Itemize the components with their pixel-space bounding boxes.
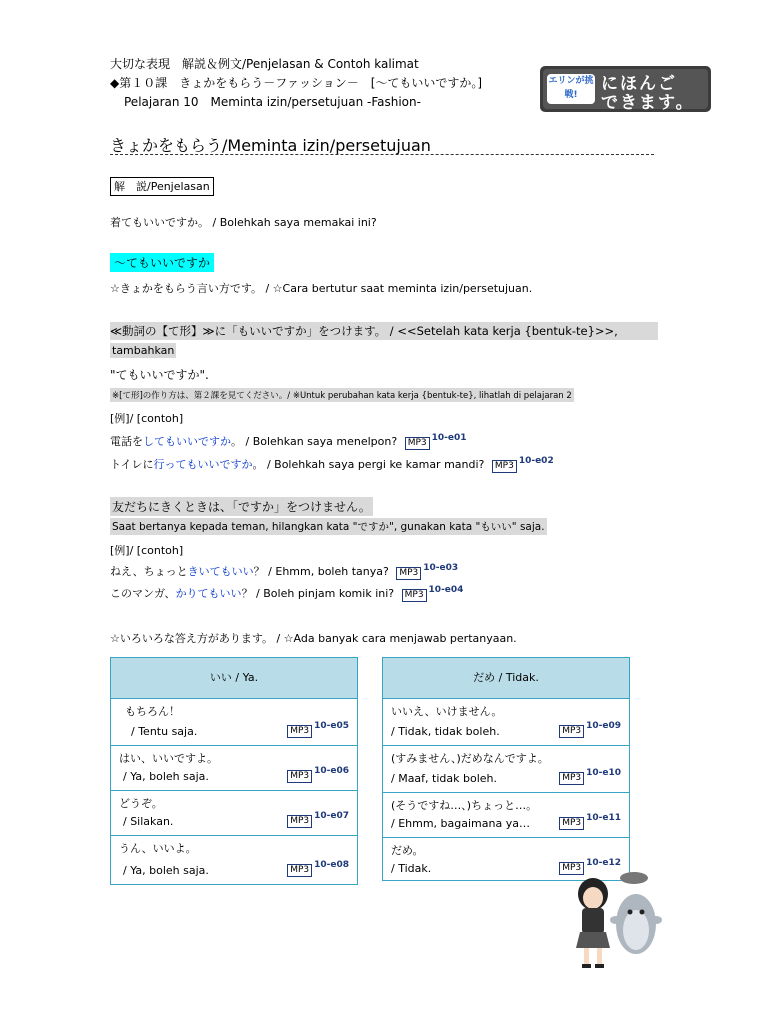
example-pre: このマンガ、 bbox=[110, 587, 176, 600]
audio-code: 10-e12 bbox=[586, 858, 621, 868]
row-japanese: (すみません、)だめなんですよ。 bbox=[391, 752, 549, 765]
section-label: 解 説/Penjelasan bbox=[110, 177, 214, 196]
mp3-audio-icon[interactable]: MP3 bbox=[559, 772, 584, 785]
rule-line-1: ≪動詞の【て形】≫に「もいいですか」をつけます。 / <<Setelah kata kerja {bentuk-te}>>, bbox=[110, 322, 658, 340]
example-post: ？ / Boleh pinjam komik ini? bbox=[241, 587, 395, 600]
audio-code: 10-e03 bbox=[423, 563, 459, 574]
title-divider bbox=[110, 154, 654, 155]
row-indonesian: / Silakan. bbox=[123, 815, 174, 828]
example-pre: トイレに bbox=[110, 458, 154, 471]
audio-code: 10-e01 bbox=[431, 433, 467, 444]
logo-text-2: できます。 bbox=[601, 93, 695, 113]
mp3-audio-icon[interactable]: MP3 bbox=[559, 817, 584, 830]
example-pre: ねえ、ちょっと bbox=[110, 565, 188, 578]
example-row bbox=[110, 456, 554, 473]
table-row bbox=[111, 699, 357, 746]
rule-line-2: tambahkan bbox=[112, 344, 175, 357]
row-japanese: いいえ、いけません。 bbox=[391, 705, 503, 718]
example-row bbox=[110, 433, 467, 450]
table-row bbox=[383, 746, 629, 793]
mp3-audio-icon[interactable]: MP3 bbox=[405, 437, 430, 450]
example-pre: 電話を bbox=[110, 435, 143, 448]
row-indonesian: / Ya, boleh saja. bbox=[123, 770, 209, 783]
example-row bbox=[110, 585, 463, 602]
logo-text-1: にほんご bbox=[601, 74, 677, 94]
example-post: 。 / Bolehkah saya pergi ke kamar mandi? bbox=[252, 458, 485, 471]
header-line-2: ◆第１０課 きょかをもらう－ファッション－ [～てもいいですか。] bbox=[110, 76, 483, 90]
audio-code: 10-e06 bbox=[314, 766, 349, 776]
mp3-audio-icon[interactable]: MP3 bbox=[402, 589, 427, 602]
page-title: きょかをもらう/Meminta izin/persetujuan bbox=[110, 136, 431, 155]
row-indonesian: / Tidak. bbox=[391, 862, 432, 875]
example-row bbox=[110, 563, 458, 580]
table-row bbox=[383, 699, 629, 746]
audio-code: 10-e04 bbox=[428, 585, 464, 596]
example-highlight: 行ってもいいですか bbox=[153, 458, 253, 471]
mp3-audio-icon[interactable]: MP3 bbox=[287, 864, 312, 877]
table-row bbox=[111, 791, 357, 836]
audio-code: 10-e05 bbox=[314, 721, 349, 731]
pattern-heading: ～てもいいですか bbox=[110, 253, 214, 272]
mp3-audio-icon[interactable]: MP3 bbox=[287, 770, 312, 783]
row-indonesian: / Ehmm, bagaimana ya… bbox=[391, 817, 530, 830]
answers-intro: ☆いろいろな答え方があります。 / ☆Ada banyak cara menjawab pertanyaan. bbox=[110, 632, 517, 645]
audio-code: 10-e11 bbox=[586, 813, 621, 823]
table-row bbox=[111, 746, 357, 791]
answers-no-table bbox=[382, 657, 630, 881]
character-illustration bbox=[568, 868, 668, 972]
pattern-description: ☆きょかをもらう言い方です。 / ☆Cara bertutur saat meminta izin/persetujuan. bbox=[110, 282, 533, 295]
logo-badge: エリンが挑戦! bbox=[547, 74, 595, 104]
table-header: だめ / Tidak. bbox=[383, 658, 629, 699]
mp3-audio-icon[interactable]: MP3 bbox=[396, 567, 421, 580]
row-japanese: (そうですね…、)ちょっと…。 bbox=[391, 799, 538, 812]
mp3-audio-icon[interactable]: MP3 bbox=[287, 725, 312, 738]
example-post: ？ / Ehmm, boleh tanya? bbox=[253, 565, 389, 578]
header-line-1: 大切な表現 解説＆例文/Penjelasan & Contoh kalimat bbox=[110, 57, 419, 71]
friends-heading: 友だちにきくときは、「ですか」をつけません。 bbox=[110, 497, 373, 516]
row-indonesian: / Ya, boleh saja. bbox=[123, 864, 209, 877]
mp3-audio-icon[interactable]: MP3 bbox=[287, 815, 312, 828]
nihongo-dekimasu-logo bbox=[540, 66, 711, 112]
row-indonesian: / Maaf, tidak boleh. bbox=[391, 772, 498, 785]
example-label-2: [例]/ [contoh] bbox=[110, 544, 184, 557]
example-highlight: きいてもいい bbox=[187, 565, 254, 578]
example-highlight: してもいいですか bbox=[143, 435, 231, 448]
mp3-audio-icon[interactable]: MP3 bbox=[559, 725, 584, 738]
friends-description: Saat bertanya kepada teman, hilangkan kata "ですか", gunakan kata "もいい" saja. bbox=[110, 518, 547, 535]
row-japanese: だめ。 bbox=[391, 844, 424, 857]
mp3-audio-icon[interactable]: MP3 bbox=[559, 862, 584, 875]
row-indonesian: / Tentu saja. bbox=[131, 725, 198, 738]
intro-sentence: 着てもいいですか。 / Bolehkah saya memakai ini? bbox=[110, 216, 377, 229]
answers-yes-table bbox=[110, 657, 358, 885]
row-japanese: うん、いいよ。 bbox=[119, 842, 197, 855]
audio-code: 10-e07 bbox=[314, 811, 349, 821]
table-header: いい / Ya. bbox=[111, 658, 357, 699]
mp3-audio-icon[interactable]: MP3 bbox=[492, 460, 517, 473]
note-te-form: ※[て形]の作り方は、第２課を見てください。/ ※Untuk perubahan kata kerja {bentuk-te}, lihatlah di pelajaran 2 bbox=[110, 388, 574, 402]
audio-code: 10-e09 bbox=[586, 721, 621, 731]
table-row bbox=[111, 836, 357, 884]
row-japanese: どうぞ。 bbox=[119, 797, 163, 810]
example-label-1: [例]/ [contoh] bbox=[110, 412, 184, 425]
audio-code: 10-e10 bbox=[586, 768, 621, 778]
table-row bbox=[383, 793, 629, 838]
example-post: 。 / Bolehkan saya menelpon? bbox=[231, 435, 398, 448]
row-indonesian: / Tidak, tidak boleh. bbox=[391, 725, 500, 738]
audio-code: 10-e08 bbox=[314, 860, 349, 870]
header-line-3: Pelajaran 10 Meminta izin/persetujuan -Fashion- bbox=[124, 95, 421, 109]
audio-code: 10-e02 bbox=[518, 456, 554, 467]
row-japanese: はい、いいですよ。 bbox=[119, 752, 218, 765]
rule-line-3: "てもいいですか". bbox=[110, 368, 209, 382]
row-japanese: もちろん！ bbox=[125, 705, 180, 718]
example-highlight: かりてもいい bbox=[175, 587, 242, 600]
